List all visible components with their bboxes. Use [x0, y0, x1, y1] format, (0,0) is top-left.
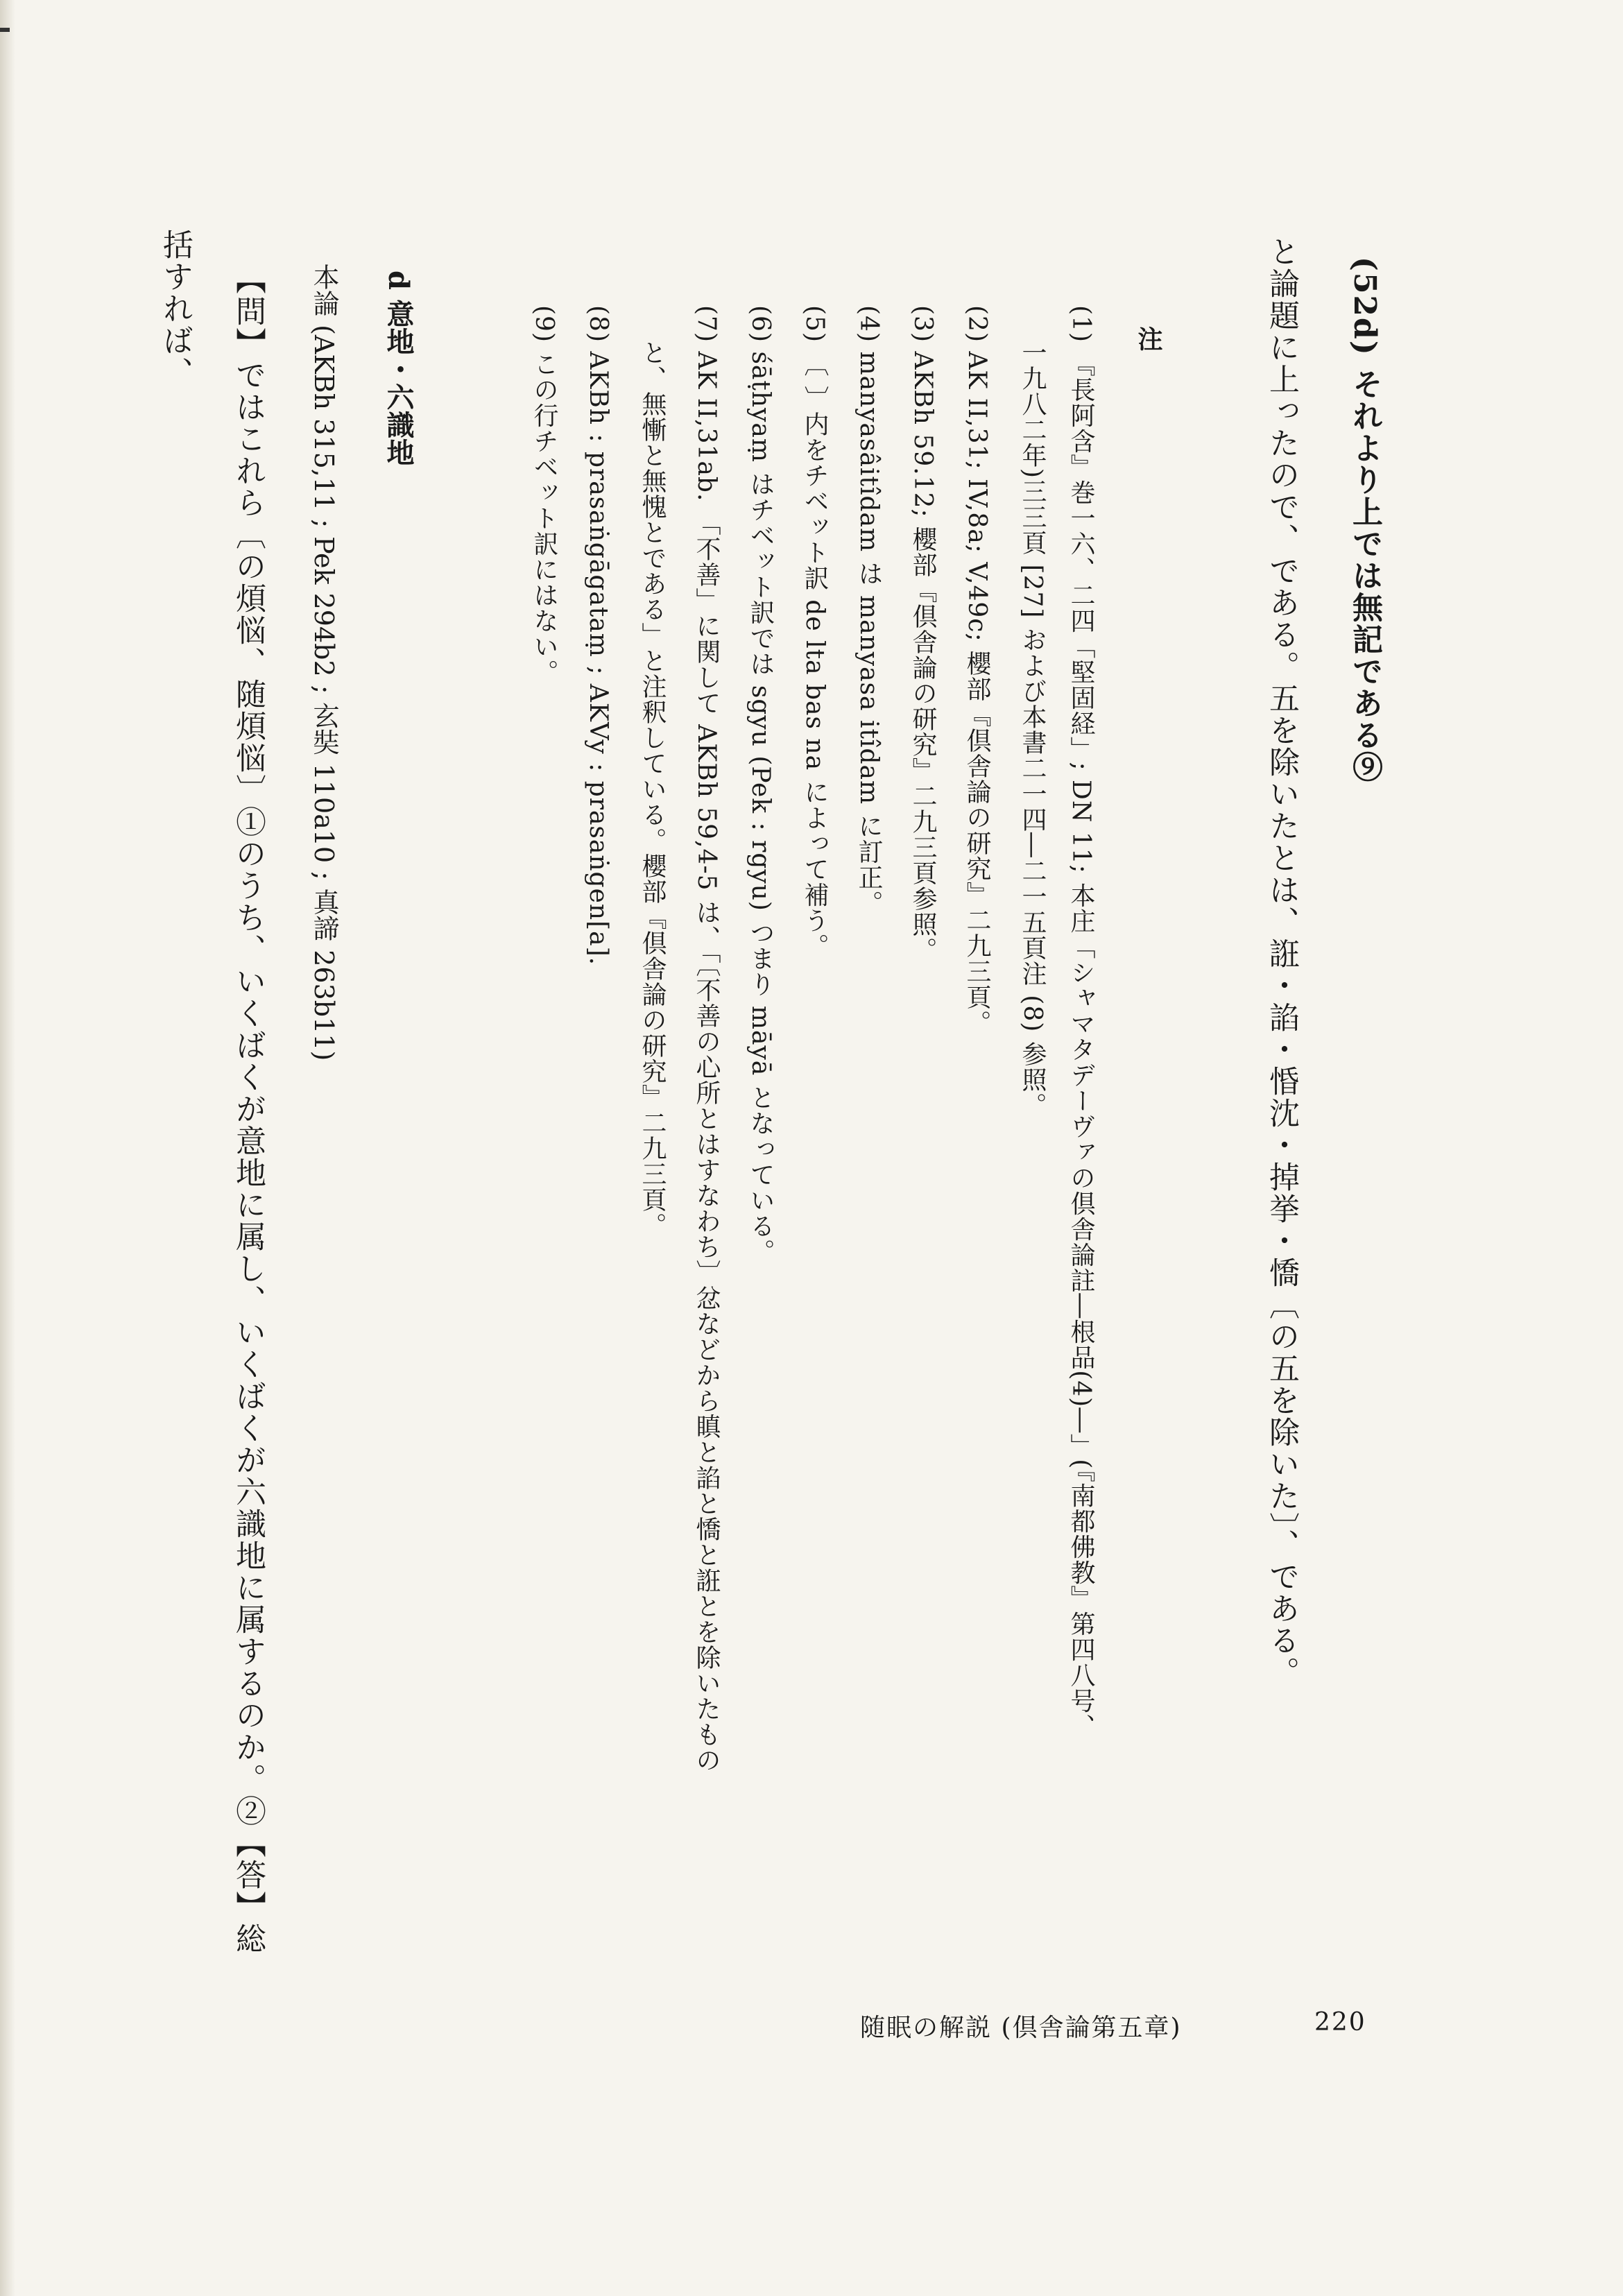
note-7-a: (7) AK II,31ab. 「不善」に関して AKBh 59,4-5 は、「〔不善の心所とはすなわち〕忿などから瞋と諂と憍と誑とを除いたもの [692, 305, 721, 1773]
note-8: (8) AKBh : prasaṅgāgataṃ ; AKVy : prasaṅgen[a]. [584, 305, 612, 966]
page-number: 220 [1314, 2008, 1366, 2037]
note-1-a: (1) 『長阿含』巻一六、二四「堅固経」; DN 11; 本庄「シャマタデーヴァの倶舎論註―根品(4)―」(『南都佛教』第四八号、 [1067, 305, 1095, 1740]
topic-line: と論題に上ったので、である。五を除いたとは、誑・諂・惛沈・掉挙・憍〔の五を除いた〕、である。 [1264, 236, 1299, 1688]
scan-mark [0, 28, 10, 32]
note-9: (9) この行チベット訳にはない。 [530, 305, 558, 685]
source-line: 本論 (AKBh 315,11 ; Pek 294b2 ; 玄奘 110a10 ; 真諦 263b11) [309, 264, 339, 1061]
running-title: 随眠の解説 (倶舎論第五章) [860, 2014, 1182, 2042]
note-1-b: 一九八二年)三三頁 [27] および本書二一四―二一五頁注 (8) 参照。 [1018, 340, 1047, 1118]
note-6: (6) śāṭhyaṃ はチベット訳では sgyu (Pek : rgyu) つまり māyā となっている。 [746, 305, 775, 1265]
note-7-b: と、無慚と無愧とである」と注釈している。櫻部『倶舎論の研究』二九三頁。 [638, 340, 667, 1238]
note-2: (2) AK II,31; IV,8a; V,49c; 櫻部『倶舎論の研究』二九三頁。 [963, 305, 991, 1036]
note-3: (3) AKBh 59.12; 櫻部『倶舎論の研究』二九三頁参照。 [909, 305, 937, 963]
note-4: (4) manyasâitîdam は manyasa itîdam に訂正。 [855, 305, 883, 916]
section-d-heading: d 意地・六識地 [382, 271, 415, 466]
notes-heading: 注 [1134, 326, 1163, 351]
page-edge-shadow [0, 0, 15, 2296]
question-line: 【問】ではこれら〔の煩悩、随煩悩〕①のうち、いくばくが意地に属し、いくばくが六識地に属するのか。②【答】総 [230, 264, 266, 1955]
heading-52d: (52d) それより上では無記である⑨ [1347, 257, 1382, 783]
final-line: 括すれば、 [157, 229, 193, 388]
note-5: (5) 〔 〕内をチベット訳 de lta bas na によって補う。 [800, 305, 829, 959]
